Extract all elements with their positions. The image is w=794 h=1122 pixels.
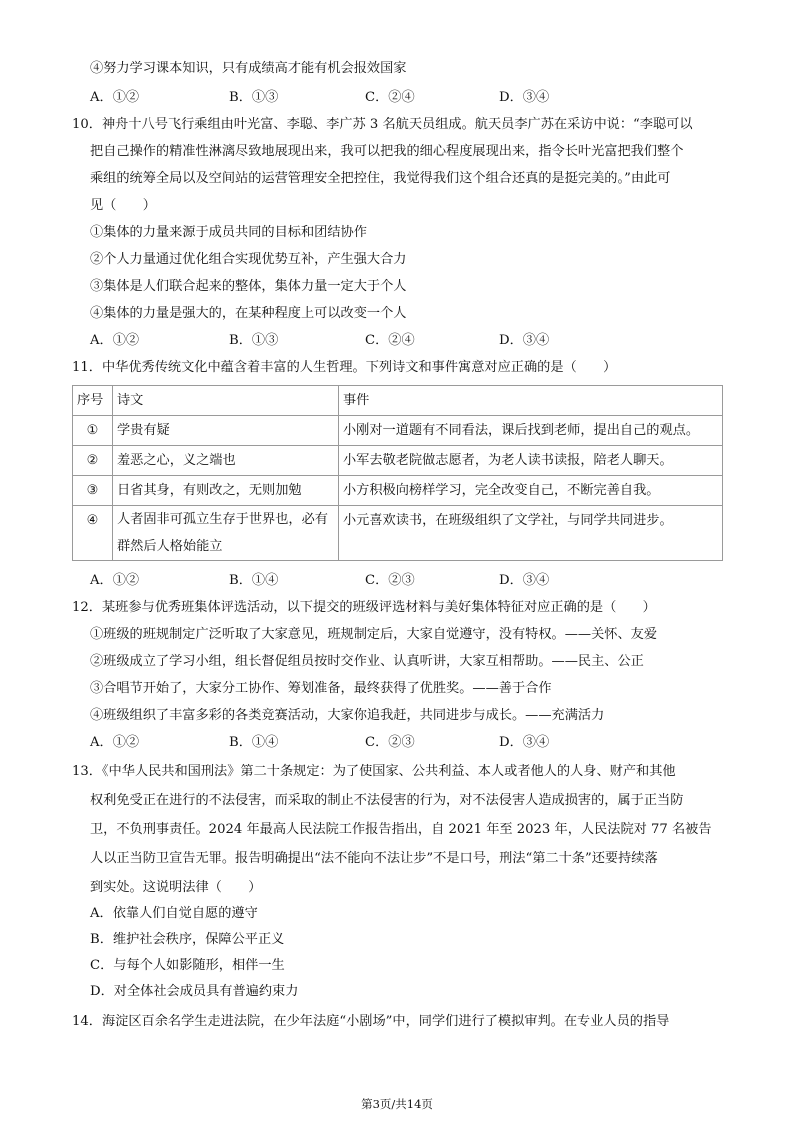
q10-option-d: D．③④ [499, 333, 550, 348]
q9-item-4: ④努力学习课本知识，只有成绩高才能有机会报效国家 [90, 61, 407, 76]
q10-stem-line-2: 把自己操作的精准性淋漓尽致地展现出来，我可以把我的细心程度展现出来，指令长叶光富把我们整个 [90, 144, 684, 159]
q11-row-3-poem: 日省其身，有则改之，无则加勉 [113, 476, 339, 506]
q11-table-header-row [73, 386, 723, 416]
q9-option-d: D．③④ [499, 90, 550, 105]
q9-option-b: B．①③ [229, 90, 279, 105]
q12-stem: 12．某班参与优秀班集体评选活动，以下提交的班级评选材料与美好集体特征对应正确的是（ ） [72, 600, 656, 615]
q12-item-1: ①班级的班规制定广泛听取了大家意见，班规制定后，大家自觉遵守，没有特权。——关怀、友爱 [90, 627, 658, 642]
q13-stem-line-5: 到实处。这说明法律（ ） [90, 880, 262, 895]
q11-row-3-number: ③ [73, 476, 113, 506]
q11-row-1-event: 小刚对一道题有不同看法，课后找到老师，提出自己的观点。 [339, 416, 723, 446]
q11-row-1-number: ① [73, 416, 113, 446]
q11-stem: 11．中华优秀传统文化中蕴含着丰富的人生哲理。下列诗文和事件寓意对应正确的是（ ） [72, 360, 617, 375]
q11-option-c: C．②③ [365, 573, 415, 588]
q10-option-a: A．①② [90, 333, 140, 348]
q9-option-c: C．②④ [365, 90, 415, 105]
q11-table [72, 385, 723, 561]
q11-option-a: A．①② [90, 573, 140, 588]
q13-stem-line-3: 卫，不负刑事责任。2024 年最高人民法院工作报告指出，自 2021 年至 2023 年，人民法院对 77 名被告 [90, 822, 712, 837]
q10-item-2: ②个人力量通过优化组合实现优势互补，产生强大合力 [90, 252, 407, 267]
q10-item-4: ④集体的力量是强大的，在某种程度上可以改变一个人 [90, 306, 407, 321]
q13-choice-c: C．与每个人如影随形，相伴一生 [90, 958, 285, 973]
q11-row-2-number: ② [73, 446, 113, 476]
q12-option-d: D．③④ [499, 735, 550, 750]
q13-stem-line-2: 权利免受正在进行的不法侵害，而采取的制止不法侵害的行为，对不法侵害人造成损害的，属于正当防 [90, 793, 684, 808]
q13-choice-d: D．对全体社会成员具有普遍约束力 [90, 984, 299, 999]
q10-item-1: ①集体的力量来源于成员共同的目标和团结协作 [90, 225, 367, 240]
q12-item-4: ④班级组织了丰富多彩的各类竞赛活动，大家你追我赶，共同进步与成长。——充满活力 [90, 708, 605, 723]
q11-option-d: D．③④ [499, 573, 550, 588]
q10-option-c: C．②④ [365, 333, 415, 348]
q11-row-4-poem: 人者固非可孤立生存于世界也，必有群然后人格始能立 [113, 506, 339, 561]
q11-row-1-poem: 学贵有疑 [113, 416, 339, 446]
q12-options [90, 734, 610, 752]
q12-option-a: A．①② [90, 735, 140, 750]
q12-item-3: ③合唱节开始了，大家分工协作、筹划准备，最终获得了优胜奖。——善于合作 [90, 681, 552, 696]
q9-options [90, 89, 610, 107]
q11-header-event: 事件 [339, 386, 723, 416]
page-number: 第3页/共14页 [361, 1097, 433, 1111]
q11-row-2-poem: 羞恶之心，义之端也 [113, 446, 339, 476]
q11-row-4-number: ④ [73, 506, 113, 561]
table-row [73, 446, 723, 476]
q12-option-b: B．①④ [229, 735, 279, 750]
q10-stem-line-1: 10．神舟十八号飞行乘组由叶光富、李聪、李广苏 3 名航天员组成。航天员李广苏在采访中说：“李聪可以 [72, 117, 693, 132]
table-row [73, 476, 723, 506]
q12-item-2: ②班级成立了学习小组，组长督促组员按时交作业、认真听讲，大家互相帮助。——民主、公正 [90, 654, 644, 669]
table-row [73, 416, 723, 446]
q11-header-number: 序号 [73, 386, 113, 416]
q11-row-2-event: 小军去敬老院做志愿者，为老人读书读报，陪老人聊天。 [339, 446, 723, 476]
q10-stem-line-4: 见（ ） [90, 198, 156, 213]
q10-options [90, 332, 610, 350]
q12-option-c: C．②③ [365, 735, 415, 750]
q9-option-a: A．①② [90, 90, 140, 105]
q10-item-3: ③集体是人们联合起来的整体，集体力量一定大于个人 [90, 279, 407, 294]
table-row [73, 506, 723, 561]
q13-choice-b: B．维护社会秩序，保障公平正义 [90, 932, 285, 947]
q11-options [90, 572, 610, 590]
q10-stem-line-3: 乘组的统筹全局以及空间站的运营管理安全把控住，我觉得我们这个组合还真的是挺完美的。”由此可 [90, 171, 671, 186]
q13-stem-line-1: 13．《中华人民共和国刑法》第二十条规定：为了使国家、公共利益、本人或者他人的人身、财产和其他 [72, 764, 676, 779]
q11-header-poem: 诗文 [113, 386, 339, 416]
q10-option-b: B．①③ [229, 333, 279, 348]
q13-choice-a: A．依靠人们自觉自愿的遵守 [90, 906, 258, 921]
q14-stem-line-1: 14．海淀区百余名学生走进法院，在少年法庭“小剧场”中，同学们进行了模拟审判。在专业人员的指导 [72, 1014, 670, 1029]
q11-row-4-event: 小元喜欢读书，在班级组织了文学社，与同学共同进步。 [339, 506, 723, 561]
q11-option-b: B．①④ [229, 573, 279, 588]
q11-row-3-event: 小方积极向榜样学习，完全改变自己，不断完善自我。 [339, 476, 723, 506]
q13-stem-line-4: 人以正当防卫宣告无罪。报告明确提出“法不能向不法让步”不是口号，刑法“第二十条”还要持续落 [90, 851, 658, 866]
